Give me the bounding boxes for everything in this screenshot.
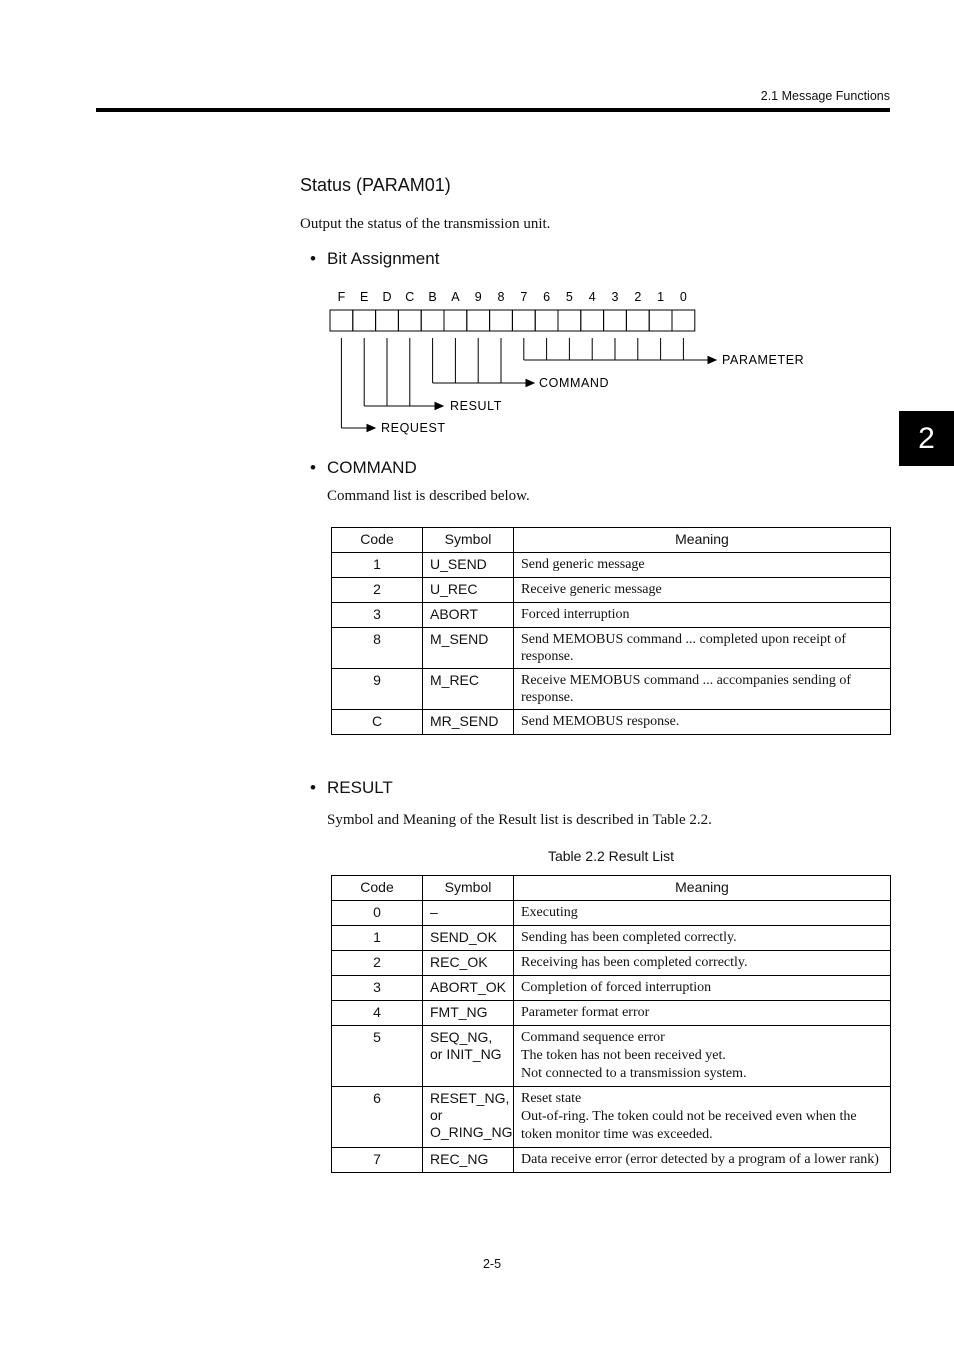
table-row bbox=[332, 710, 891, 735]
arrow-icon bbox=[367, 425, 375, 432]
bit-assignment-diagram bbox=[320, 283, 840, 443]
cell-code: 7 bbox=[332, 1148, 423, 1173]
bit-label: B bbox=[428, 290, 437, 304]
cell-meaning bbox=[514, 976, 891, 1001]
bit-cell bbox=[490, 310, 513, 331]
cell-symbol: ABORT bbox=[423, 603, 514, 628]
result-heading bbox=[310, 778, 393, 798]
bit-cell bbox=[558, 310, 581, 331]
bit-label: 9 bbox=[474, 290, 482, 304]
arrow-icon bbox=[708, 357, 716, 364]
cell-symbol-line: or INIT_NG bbox=[430, 1046, 502, 1062]
result-heading-text: RESULT bbox=[327, 778, 393, 797]
bit-cell bbox=[512, 310, 535, 331]
cell-symbol: M_SEND bbox=[423, 628, 514, 669]
cell-symbol bbox=[423, 1026, 514, 1087]
bit-label: 0 bbox=[679, 290, 687, 304]
cell-meaning bbox=[514, 901, 891, 926]
cell-symbol bbox=[423, 1001, 514, 1026]
bit-assignment-heading bbox=[310, 249, 439, 269]
header-rule bbox=[96, 108, 890, 112]
request-field-bracket bbox=[341, 338, 375, 432]
bit-label: D bbox=[382, 290, 392, 304]
cell-symbol bbox=[423, 951, 514, 976]
bullet-icon: • bbox=[310, 778, 316, 797]
column-header-symbol: Symbol bbox=[423, 876, 514, 901]
cell-symbol-line: ABORT_OK bbox=[430, 979, 506, 995]
column-header-symbol: Symbol bbox=[423, 528, 514, 553]
cell-meaning bbox=[514, 1001, 891, 1026]
cell-symbol-line: REC_OK bbox=[430, 954, 488, 970]
bit-assignment-heading-text: Bit Assignment bbox=[327, 249, 440, 268]
bit-cell bbox=[353, 310, 376, 331]
cell-meaning-line: Command sequence error bbox=[521, 1030, 665, 1045]
bit-register bbox=[330, 310, 695, 331]
page-number: 2-5 bbox=[482, 1257, 502, 1271]
field-label-command: COMMAND bbox=[539, 376, 610, 390]
cell-meaning bbox=[514, 1148, 891, 1173]
bit-label: A bbox=[451, 290, 460, 304]
cell-meaning bbox=[514, 926, 891, 951]
bit-label: 7 bbox=[520, 290, 528, 304]
bit-label: C bbox=[405, 290, 415, 304]
cell-meaning: Receive MEMOBUS command ... accompanies sending of response. bbox=[514, 669, 891, 710]
bit-label: 4 bbox=[588, 290, 596, 304]
bit-label: 2 bbox=[634, 290, 642, 304]
result-field-bracket bbox=[364, 338, 443, 410]
cell-code: 6 bbox=[332, 1087, 423, 1148]
bit-label: E bbox=[360, 290, 369, 304]
cell-code: 5 bbox=[332, 1026, 423, 1087]
bit-field-brackets bbox=[341, 338, 716, 432]
cell-symbol-line: RESET_NG, bbox=[430, 1090, 510, 1106]
bit-cell bbox=[376, 310, 399, 331]
cell-symbol-line: O_RING_NG bbox=[430, 1124, 513, 1140]
table-row bbox=[332, 603, 891, 628]
cell-symbol bbox=[423, 1087, 514, 1148]
table-row bbox=[332, 553, 891, 578]
bit-cell bbox=[398, 310, 421, 331]
cell-code: 3 bbox=[332, 603, 423, 628]
cell-code: 8 bbox=[332, 628, 423, 669]
column-header-code: Code bbox=[332, 876, 423, 901]
cell-symbol bbox=[423, 926, 514, 951]
cell-meaning-line: Sending has been completed correctly. bbox=[521, 930, 737, 945]
bit-cell bbox=[421, 310, 444, 331]
cell-symbol bbox=[423, 901, 514, 926]
field-label-request: REQUEST bbox=[381, 421, 446, 435]
cell-meaning: Forced interruption bbox=[514, 603, 891, 628]
table-row bbox=[332, 901, 891, 926]
bit-cell bbox=[672, 310, 695, 331]
table-row bbox=[332, 976, 891, 1001]
table-row bbox=[332, 1148, 891, 1173]
bit-label: 1 bbox=[657, 290, 665, 304]
command-intro: Command list is described below. bbox=[327, 488, 530, 504]
cell-meaning: Send generic message bbox=[514, 553, 891, 578]
command-heading-text: COMMAND bbox=[327, 458, 417, 477]
cell-meaning-line: The token has not been received yet. bbox=[521, 1048, 726, 1063]
column-header-meaning: Meaning bbox=[514, 876, 891, 901]
cell-code: 2 bbox=[332, 578, 423, 603]
cell-meaning-line: Receiving has been completed correctly. bbox=[521, 955, 748, 970]
cell-meaning: Receive generic message bbox=[514, 578, 891, 603]
field-label-parameter: PARAMETER bbox=[722, 353, 805, 367]
cell-meaning-line: Executing bbox=[521, 905, 578, 920]
table-caption: Table 2.2 Result List bbox=[547, 848, 675, 864]
cell-symbol-line: – bbox=[430, 904, 438, 920]
bit-cell bbox=[604, 310, 627, 331]
cell-meaning: Send MEMOBUS command ... completed upon receipt of response. bbox=[514, 628, 891, 669]
cell-code: 3 bbox=[332, 976, 423, 1001]
column-header-code: Code bbox=[332, 528, 423, 553]
table-row bbox=[332, 951, 891, 976]
cell-symbol-line: SEND_OK bbox=[430, 929, 497, 945]
bit-label: 5 bbox=[565, 290, 573, 304]
table-row bbox=[332, 1026, 891, 1087]
cell-symbol: U_SEND bbox=[423, 553, 514, 578]
table-row bbox=[332, 578, 891, 603]
bit-label: 6 bbox=[543, 290, 551, 304]
cell-symbol-line: FMT_NG bbox=[430, 1004, 488, 1020]
cell-meaning-line: Reset state bbox=[521, 1091, 582, 1106]
cell-meaning-line: Not connected to a transmission system. bbox=[521, 1066, 747, 1081]
bit-cell bbox=[467, 310, 490, 331]
chapter-tab: 2 bbox=[899, 411, 954, 466]
bit-cell bbox=[581, 310, 604, 331]
cell-symbol: MR_SEND bbox=[423, 710, 514, 735]
cell-symbol: M_REC bbox=[423, 669, 514, 710]
table-header-row bbox=[332, 876, 891, 901]
cell-symbol: U_REC bbox=[423, 578, 514, 603]
bullet-icon: • bbox=[310, 458, 316, 477]
table-row bbox=[332, 669, 891, 710]
cell-code: 4 bbox=[332, 1001, 423, 1026]
parameter-field-bracket bbox=[524, 338, 716, 364]
cell-meaning bbox=[514, 951, 891, 976]
bullet-icon: • bbox=[310, 249, 316, 268]
table-row bbox=[332, 1001, 891, 1026]
bit-cell bbox=[535, 310, 558, 331]
column-header-meaning: Meaning bbox=[514, 528, 891, 553]
cell-symbol bbox=[423, 976, 514, 1001]
cell-meaning bbox=[514, 1087, 891, 1148]
field-label-result: RESULT bbox=[450, 399, 502, 413]
cell-code: 2 bbox=[332, 951, 423, 976]
cell-code: 0 bbox=[332, 901, 423, 926]
result-table bbox=[331, 875, 891, 1173]
result-intro: Symbol and Meaning of the Result list is described in Table 2.2. bbox=[327, 812, 712, 828]
cell-meaning-line: Parameter format error bbox=[521, 1005, 650, 1020]
cell-symbol-line: SEQ_NG, bbox=[430, 1029, 493, 1045]
intro-text: Output the status of the transmission unit. bbox=[300, 216, 551, 232]
command-table bbox=[331, 527, 891, 735]
cell-code: 1 bbox=[332, 553, 423, 578]
cell-meaning-line: Data receive error (error detected by a program of a lower rank) bbox=[521, 1152, 879, 1167]
table-row bbox=[332, 628, 891, 669]
cell-code: 1 bbox=[332, 926, 423, 951]
running-header: 2.1 Message Functions bbox=[760, 89, 890, 103]
cell-symbol-line: or bbox=[430, 1107, 443, 1123]
bit-labels bbox=[338, 290, 687, 304]
table-header-row bbox=[332, 528, 891, 553]
table-row bbox=[332, 926, 891, 951]
bit-label: 8 bbox=[497, 290, 505, 304]
bit-label: 3 bbox=[611, 290, 619, 304]
bit-cell bbox=[626, 310, 649, 331]
bit-cell bbox=[444, 310, 467, 331]
bit-cell bbox=[330, 310, 353, 331]
command-field-bracket bbox=[433, 338, 534, 387]
section-title: Status (PARAM01) bbox=[300, 175, 451, 195]
arrow-icon bbox=[526, 380, 534, 387]
cell-meaning-line: Completion of forced interruption bbox=[521, 980, 712, 995]
cell-meaning-line: Out-of-ring. The token could not be received even when the token monitor time was exceeded. bbox=[521, 1109, 857, 1142]
command-heading bbox=[310, 458, 417, 478]
cell-symbol-line: REC_NG bbox=[430, 1151, 489, 1167]
cell-meaning bbox=[514, 1026, 891, 1087]
arrow-icon bbox=[435, 403, 443, 410]
table-row bbox=[332, 1087, 891, 1148]
bit-label: F bbox=[337, 290, 346, 304]
cell-code: 9 bbox=[332, 669, 423, 710]
cell-meaning: Send MEMOBUS response. bbox=[514, 710, 891, 735]
cell-code: C bbox=[332, 710, 423, 735]
cell-symbol bbox=[423, 1148, 514, 1173]
bit-cell bbox=[649, 310, 672, 331]
